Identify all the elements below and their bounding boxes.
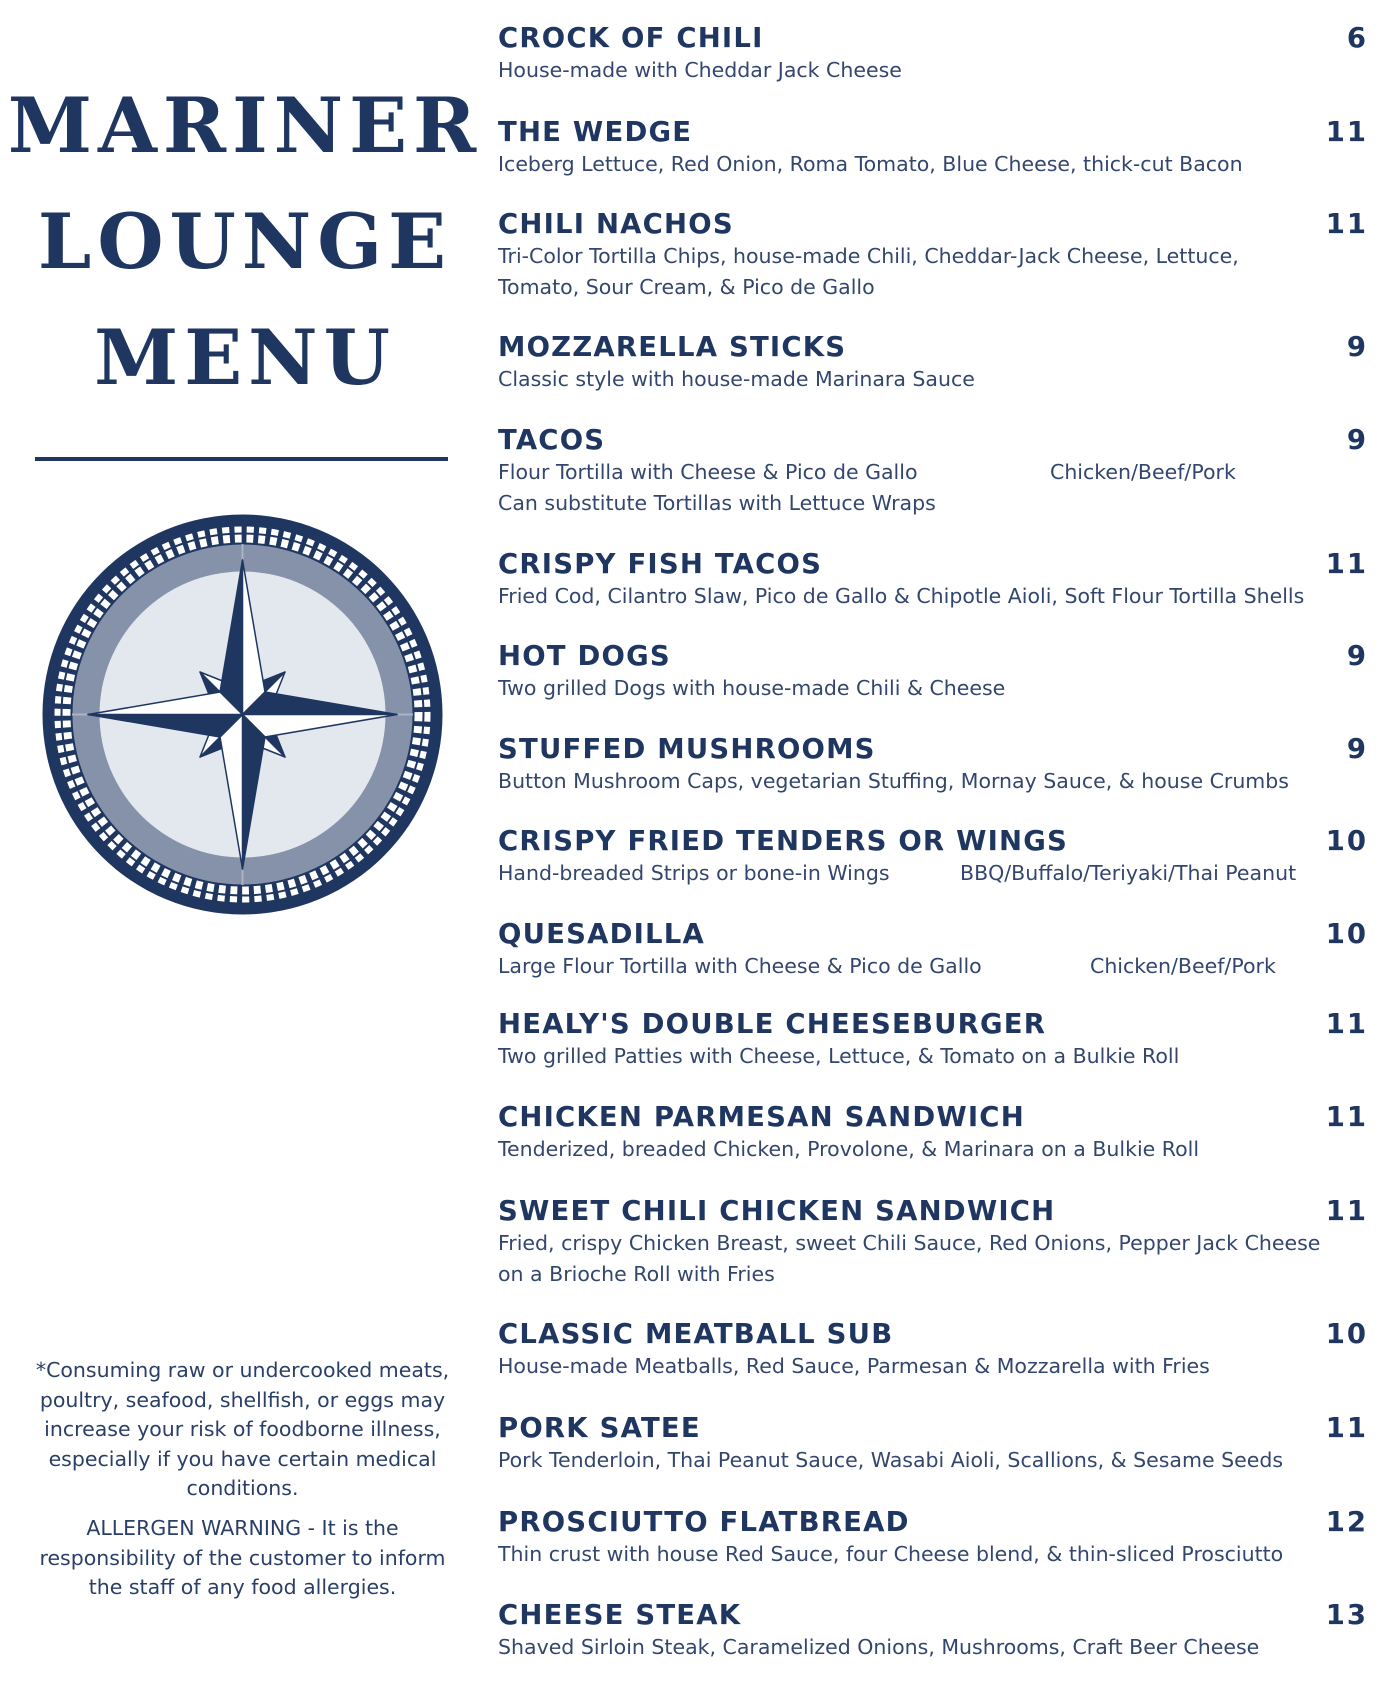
menu-item-name: HOT DOGS [498,640,671,672]
title-line-1: MARINER [7,81,483,170]
menu-item-cheese-steak [498,1599,1368,1662]
menu-item-description: Two grilled Patties with Cheese, Lettuce, & Tomato on a Bulkie Roll [498,1044,1180,1068]
title-line-2: LOUNGE [37,197,453,286]
menu-item-chicken-parmesan-sandwich [498,1101,1368,1164]
menu-item-pork-satee [498,1412,1368,1475]
menu-item-name: QUESADILLA [498,918,705,950]
menu-item-name: TACOS [498,424,606,456]
menu-item-name: PROSCIUTTO FLATBREAD [498,1506,910,1538]
menu-item-stuffed-mushrooms [498,733,1368,796]
menu-item-price: 11 [1325,1195,1368,1227]
menu-item-price: 10 [1325,1318,1368,1350]
menu-item-price: 12 [1325,1506,1368,1538]
menu-item-description: Pork Tenderloin, Thai Peanut Sauce, Wasabi Aioli, Scallions, & Sesame Seeds [498,1448,1284,1472]
menu-item-mozzarella-sticks [498,331,1368,394]
menu-item-description-text: Large Flour Tortilla with Cheese & Pico de Gallo [498,954,982,978]
menu-item-tacos [498,424,1368,518]
menu-item-description: House-made with Cheddar Jack Cheese [498,58,902,82]
menu-item-description: on a Brioche Roll with Fries [498,1262,775,1286]
food-safety-disclaimer: *Consuming raw or undercooked meats, poultry, seafood, shellfish, or eggs may increase your risk of foodborne illness, especially if you have certain medical conditions. [35,1358,450,1500]
menu-item-price: 10 [1325,825,1368,857]
menu-item-description [498,858,1368,888]
menu-item-name: PORK SATEE [498,1412,701,1444]
menu-item-description: Tomato, Sour Cream, & Pico de Gallo [498,275,875,299]
menu-item-description: Button Mushroom Caps, vegetarian Stuffing, Mornay Sauce, & house Crumbs [498,769,1289,793]
menu-item-name: HEALY'S DOUBLE CHEESEBURGER [498,1008,1047,1040]
menu-item-name: CHILI NACHOS [498,208,734,240]
menu-item-price: 11 [1325,1101,1368,1133]
menu-item-description [498,457,1368,487]
menu-item-name: CLASSIC MEATBALL SUB [498,1318,894,1350]
menu-item-description: Shaved Sirloin Steak, Caramelized Onions, Mushrooms, Craft Beer Cheese [498,1635,1260,1659]
menu-item-description: Thin crust with house Red Sauce, four Cheese blend, & thin-sliced Prosciutto [498,1542,1284,1566]
menu-item-description: Tri-Color Tortilla Chips, house-made Chili, Cheddar-Jack Cheese, Lettuce, [498,244,1239,268]
menu-item-description-text: Flour Tortilla with Cheese & Pico de Gallo [498,460,918,484]
menu-item-name: MOZZARELLA STICKS [498,331,847,363]
menu-item-description: Fried Cod, Cilantro Slaw, Pico de Gallo & Chipotle Aioli, Soft Flour Tortilla Shells [498,584,1305,608]
menu-item-price: 9 [1346,733,1368,765]
menu-item-crispy-fish-tacos [498,548,1368,611]
menu-item-description: Iceberg Lettuce, Red Onion, Roma Tomato, Blue Cheese, thick-cut Bacon [498,152,1243,176]
menu-item-prosciutto-flatbread [498,1506,1368,1569]
menu-item-description [498,951,1368,981]
menu-item-healys-double-cheeseburger [498,1008,1368,1071]
allergen-warning-text: - It is the responsibility of the customer to inform the staff of any food allergies. [39,1516,446,1599]
menu-item-description: Tenderized, breaded Chicken, Provolone, & Marinara on a Bulkie Roll [498,1137,1200,1161]
menu-item-hot-dogs [498,640,1368,703]
menu-item-name: CROCK OF CHILI [498,22,764,54]
menu-item-protein-options: Chicken/Beef/Pork [1090,954,1276,978]
menu-item-description: House-made Meatballs, Red Sauce, Parmesan & Mozzarella with Fries [498,1354,1210,1378]
menu-item-description: Can substitute Tortillas with Lettuce Wraps [498,491,936,515]
title-line-3: MENU [94,313,396,402]
menu-item-price: 11 [1325,548,1368,580]
menu-item-description: Fried, crispy Chicken Breast, sweet Chili Sauce, Red Onions, Pepper Jack Cheese [498,1231,1321,1255]
menu-item-crispy-fried-tenders-or-wings [498,825,1368,888]
menu-item-price: 9 [1346,424,1368,456]
menu-item-name: CHICKEN PARMESAN SANDWICH [498,1101,1025,1133]
menu-item-name: THE WEDGE [498,116,693,148]
menu-item-price: 11 [1325,1412,1368,1444]
menu-item-price: 13 [1325,1599,1368,1631]
menu-item-description: Classic style with house-made Marinara Sauce [498,367,975,391]
menu-item-sauce-options: BBQ/Buffalo/Teriyaki/Thai Peanut [960,861,1297,885]
allergen-warning-label: ALLERGEN WARNING [86,1516,302,1540]
menu-item-name: STUFFED MUSHROOMS [498,733,876,765]
menu-item-sweet-chili-chicken-sandwich [498,1195,1368,1289]
menu-item-price: 6 [1346,22,1368,54]
menu-item-name: CRISPY FISH TACOS [498,548,823,580]
menu-item-chili-nachos [498,208,1368,302]
menu-item-name: CHEESE STEAK [498,1599,742,1631]
menu-item-price: 9 [1346,640,1368,672]
menu-item-name: SWEET CHILI CHICKEN SANDWICH [498,1195,1056,1227]
menu-item-price: 10 [1325,918,1368,950]
menu-item-the-wedge [498,116,1368,179]
menu-item-quesadilla [498,918,1368,981]
menu-item-name: CRISPY FRIED TENDERS OR WINGS [498,825,1069,857]
menu-item-description-text: Hand-breaded Strips or bone-in Wings [498,861,890,885]
menu-item-classic-meatball-sub [498,1318,1368,1381]
menu-item-price: 11 [1325,1008,1368,1040]
menu-item-price: 11 [1325,116,1368,148]
menu-item-crock-of-chili [498,22,1368,85]
menu-item-description: Two grilled Dogs with house-made Chili & Cheese [498,676,1006,700]
menu-item-price: 11 [1325,208,1368,240]
menu-item-price: 9 [1346,331,1368,363]
menu-item-protein-options: Chicken/Beef/Pork [1050,460,1236,484]
